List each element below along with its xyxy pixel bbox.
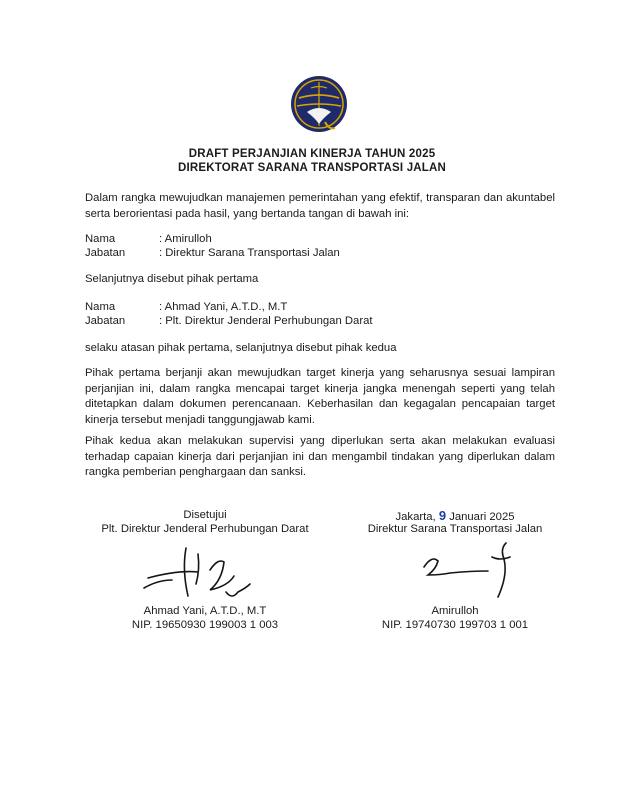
- paragraph-commitment: Pihak pertama berjanji akan mewujudkan target kinerja yang seharusnya sesuai lampiran perjanjian ini, dalam rangka mencapai target kinerja jangka menengah seperti yang telah ditetapkan dalam dokumen perencanaan. Keberhasilan dan kegagalan pencapaian target kinerja tersebut menjadi tanggungjawab kami.: [85, 367, 555, 426]
- right-day-handwritten: 9: [438, 508, 447, 523]
- jabatan-value: : Plt. Direktur Jenderal Perhubungan Darat: [159, 315, 373, 327]
- intro-paragraph: Dalam rangka mewujudkan manajemen pemerintahan yang efektif, transparan dan akuntabel serta berorientasi pada hasil, yang bertanda tangan di bawah ini:: [85, 192, 555, 220]
- jabatan-label: Jabatan: [85, 247, 126, 259]
- nama-value: : Ahmad Yani, A.T.D., M.T: [159, 301, 288, 313]
- left-position: Plt. Direktur Jenderal Perhubungan Darat: [101, 523, 309, 535]
- nama-label: Nama: [85, 233, 116, 245]
- party1-note: Selanjutnya disebut pihak pertama: [85, 273, 259, 285]
- party2-note: selaku atasan pihak pertama, selanjutnya disebut pihak kedua: [85, 342, 397, 354]
- right-signature-icon: [410, 535, 520, 610]
- right-position: Direktur Sarana Transportasi Jalan: [367, 523, 543, 535]
- nama-label: Nama: [85, 301, 116, 313]
- document-title-line2: DIREKTORAT SARANA TRANSPORTASI JALAN: [177, 162, 447, 174]
- left-signature-icon: [138, 540, 268, 608]
- right-place: Jakarta,: [395, 511, 436, 523]
- nama-value: : Amirulloh: [159, 233, 212, 245]
- jabatan-label: Jabatan: [85, 315, 126, 327]
- right-month-year: Januari 2025: [449, 511, 515, 523]
- left-heading: Disetujui: [183, 509, 227, 521]
- left-name: Ahmad Yani, A.T.D., M.T: [143, 605, 267, 617]
- document-title-line1: DRAFT PERJANJIAN KINERJA TAHUN 2025: [188, 148, 436, 160]
- paragraph-supervision: Pihak kedua akan melakukan supervisi yang diperlukan serta akan melakukan evaluasi terhadap capaian kinerja dari perjanjian ini dan mengambil tindakan yang diperlukan dalam rangka pemberian penghargaan dan sanksi.: [85, 435, 555, 478]
- jabatan-value: : Direktur Sarana Transportasi Jalan: [159, 247, 340, 259]
- ministry-emblem-icon: [289, 74, 349, 134]
- right-nip: NIP. 19740730 199703 1 001: [381, 619, 529, 631]
- left-nip: NIP. 19650930 199003 1 003: [131, 619, 279, 631]
- right-name: Amirulloh: [431, 605, 479, 617]
